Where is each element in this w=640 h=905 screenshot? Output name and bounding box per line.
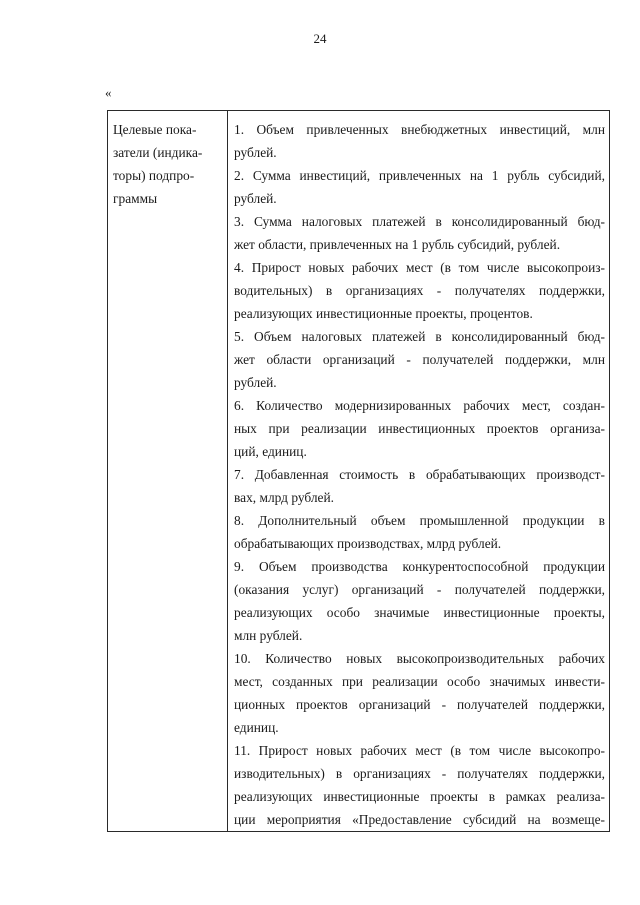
indicator-item-5 xyxy=(234,325,605,394)
text-line: ций, единиц. xyxy=(234,444,307,459)
indicator-item-4 xyxy=(234,256,605,325)
text-line: 10. Количество новых высокопроизводительных рабочих xyxy=(234,651,605,666)
indicators-table xyxy=(107,110,610,832)
text-line: 5. Объем налоговых платежей в консолидированный бюд- xyxy=(234,329,605,344)
text-line: 4. Прирост новых рабочих мест (в том числе высокопроиз- xyxy=(234,260,605,275)
text-line: 1. Объем привлеченных внебюджетных инвестиций, млн xyxy=(234,122,605,137)
text-line: 3. Сумма налоговых платежей в консолидированный бюд- xyxy=(234,214,605,229)
text-line: изводительных) в организациях - получателях поддержки, xyxy=(234,766,605,781)
text-line: 6. Количество модернизированных рабочих мест, создан- xyxy=(234,398,605,413)
page-number: 24 xyxy=(313,31,327,46)
text-line: мест, созданных при реализации особо значимых инвести- xyxy=(234,674,605,689)
text-line: (оказания услуг) организаций - получателей поддержки, xyxy=(234,582,605,597)
text-line: реализующих инвестиционные проекты, процентов. xyxy=(234,306,533,321)
indicator-item-11 xyxy=(234,739,605,831)
text-line: водительных) в организациях - получателях поддержки, xyxy=(234,283,605,298)
text-line: обрабатывающих производствах, млрд рублей. xyxy=(234,536,502,551)
text-line: 9. Объем производства конкурентоспособной продукции xyxy=(234,559,605,574)
indicators-list-cell xyxy=(228,111,610,832)
text-line: вах, млрд рублей. xyxy=(234,490,334,505)
opening-quote-mark: « xyxy=(105,85,112,100)
label-line: Целевые пока- xyxy=(113,122,197,137)
text-line: реализующих инвестиционные проекты в рамках реализа- xyxy=(234,789,605,804)
label-line: торы) подпро- xyxy=(113,168,195,183)
text-line: 7. Добавленная стоимость в обрабатывающих производст- xyxy=(234,467,605,482)
text-line: 8. Дополнительный объем промышленной продукции в xyxy=(234,513,605,528)
indicator-item-2 xyxy=(234,164,605,210)
text-line: ционных проектов организаций - получателей поддержки, xyxy=(234,697,605,712)
label-line: граммы xyxy=(113,191,158,206)
indicator-item-1 xyxy=(234,118,605,164)
text-line: жет области организаций - получателей поддержки, млн xyxy=(234,352,605,367)
text-line: рублей. xyxy=(234,191,277,206)
indicator-item-8 xyxy=(234,509,605,555)
indicator-item-9 xyxy=(234,555,605,647)
label-cell xyxy=(108,111,228,832)
indicator-item-7 xyxy=(234,463,605,509)
text-line: ных при реализации инвестиционных проектов организа- xyxy=(234,421,605,436)
text-line: 2. Сумма инвестиций, привлеченных на 1 рубль субсидий, xyxy=(234,168,605,183)
text-line: реализующих особо значимые инвестиционные проекты, xyxy=(234,605,605,620)
text-line: 11. Прирост новых рабочих мест (в том числе высокопро- xyxy=(234,743,605,758)
text-line: жет области, привлеченных на 1 рубль субсидий, рублей. xyxy=(234,237,561,252)
indicator-item-6 xyxy=(234,394,605,463)
text-line: рублей. xyxy=(234,375,277,390)
table-row xyxy=(108,111,610,832)
text-line: рублей. xyxy=(234,145,277,160)
label-line: затели (индика- xyxy=(113,145,203,160)
indicator-item-10 xyxy=(234,647,605,739)
text-line: ции мероприятия «Предоставление субсидий на возмеще- xyxy=(234,812,605,827)
text-line: млн рублей. xyxy=(234,628,303,643)
indicator-item-3 xyxy=(234,210,605,256)
text-line: единиц. xyxy=(234,720,279,735)
